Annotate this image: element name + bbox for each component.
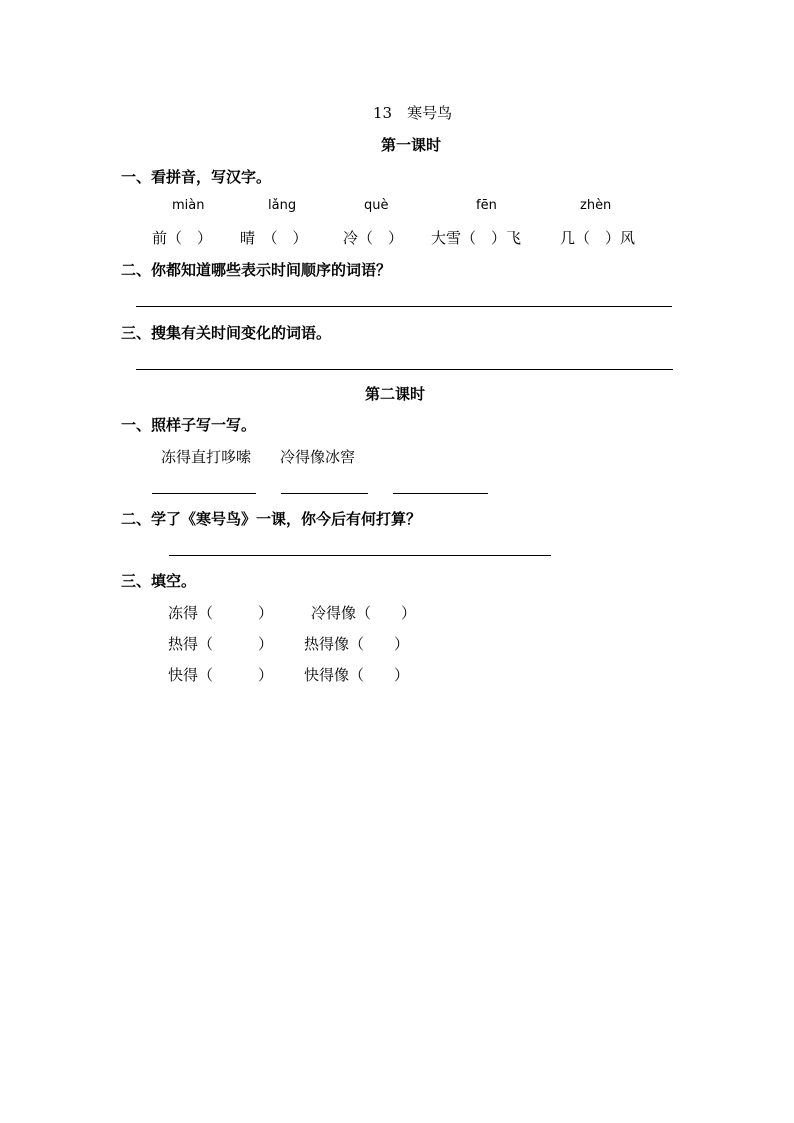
- blank-item-1: 前（ ）: [152, 229, 213, 247]
- pinyin-5: zhèn: [580, 198, 612, 213]
- answer-line-5: [393, 493, 488, 494]
- fill-row-2-left: 热得（ ）: [168, 635, 274, 653]
- fill-row-1-right: 冷得像（ ）: [311, 604, 417, 622]
- pinyin-4: fēn: [476, 198, 497, 213]
- example-1: 冻得直打哆嗦: [161, 448, 252, 466]
- question-2-label: 二、你都知道哪些表示时间顺序的词语？: [121, 261, 392, 279]
- blank-item-2: 晴 （ ）: [240, 229, 308, 247]
- lesson2-question-3-label: 三、填空。: [121, 572, 197, 590]
- blank-item-5: 几（ ）风: [560, 229, 636, 247]
- answer-line-2: [136, 369, 673, 370]
- page-title: 13 寒号鸟: [373, 104, 453, 122]
- blank-item-3: 冷（ ）: [343, 229, 404, 247]
- lesson2-question-1-label: 一、照样子写一写。: [121, 416, 257, 434]
- fill-row-3-right: 快得像（ ）: [304, 666, 410, 684]
- question-1-label: 一、看拼音，写汉字。: [121, 168, 272, 186]
- lesson2-heading: 第二课时: [365, 385, 426, 403]
- fill-row-2-right: 热得像（ ）: [304, 635, 410, 653]
- fill-row-1-left: 冻得（ ）: [168, 604, 274, 622]
- example-2: 冷得像冰窖: [280, 448, 356, 466]
- pinyin-3: què: [364, 198, 389, 213]
- lesson1-heading: 第一课时: [381, 136, 442, 154]
- question-3-label: 三、搜集有关时间变化的词语。: [121, 324, 332, 342]
- answer-line-1: [136, 306, 672, 307]
- lesson2-question-2-label: 二、学了《寒号鸟》一课，你今后有何打算？: [121, 510, 422, 528]
- pinyin-2: lǎng: [268, 198, 297, 213]
- answer-line-6: [169, 555, 551, 556]
- answer-line-4: [281, 493, 368, 494]
- pinyin-1: miàn: [172, 198, 205, 213]
- answer-line-3: [152, 493, 256, 494]
- blank-item-4: 大雪（ ）飞: [431, 229, 522, 247]
- fill-row-3-left: 快得（ ）: [168, 666, 274, 684]
